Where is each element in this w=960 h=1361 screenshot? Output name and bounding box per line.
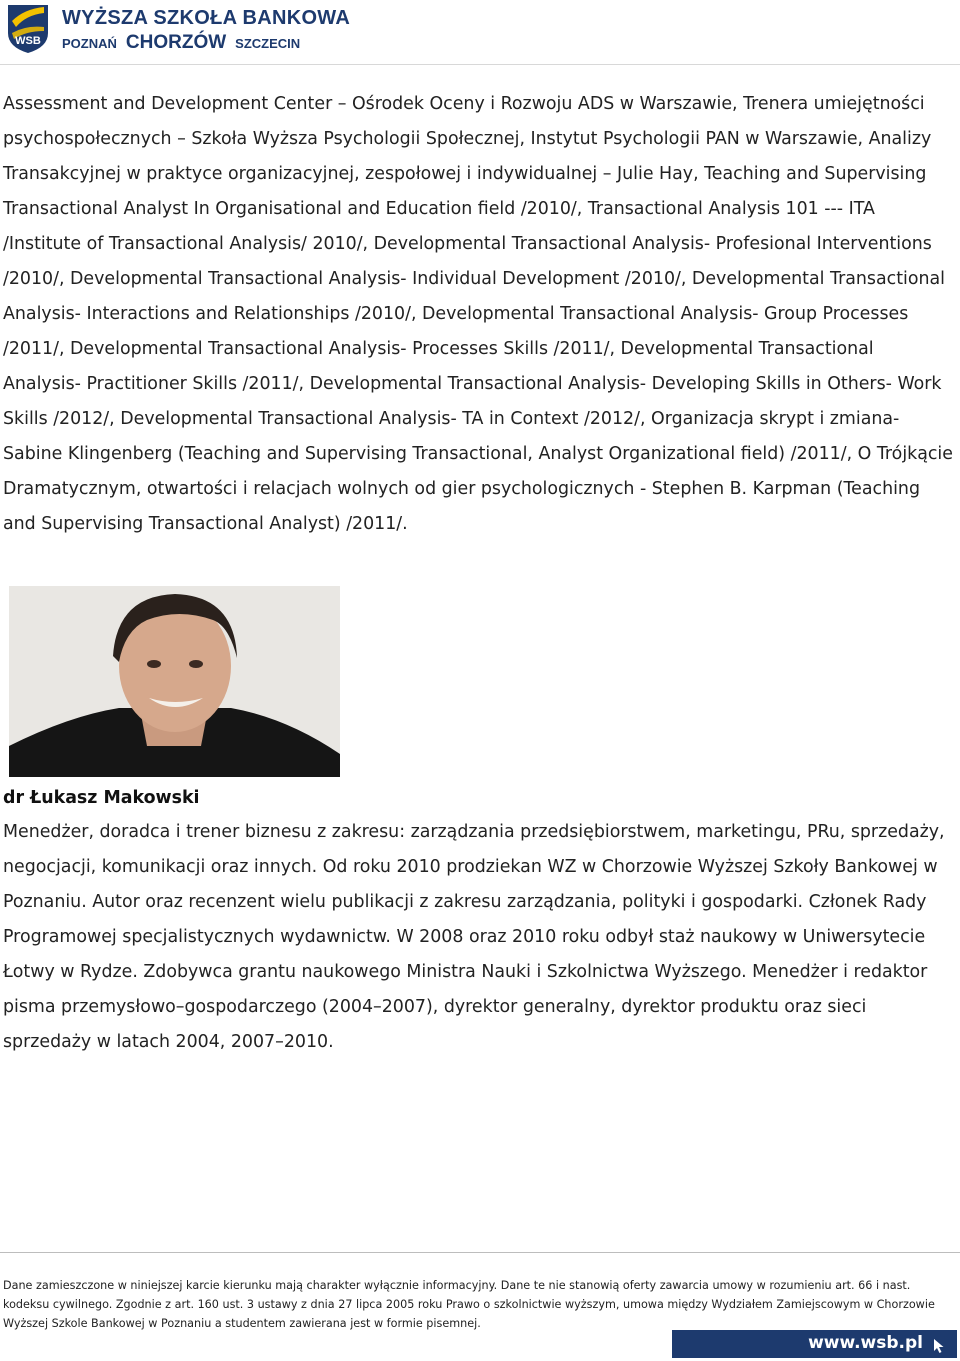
person-name: dr Łukasz Makowski <box>3 788 200 808</box>
website-url-link[interactable]: www.wsb.pl <box>808 1333 923 1353</box>
footer-disclaimer: Dane zamieszczone w niniejszej karcie kierunku mają charakter wyłącznie informacyjny. Dane te nie stanowią oferty zawarcia umowy w rozumieniu art. 66 i nast. kodeksu cywilnego. Zgodnie z art. 160 ust. 3 ustawy z dnia 27 lipca 2005 roku Prawo o szkolnictwie wyższym, umowa między Wydziałem Zamiejscowym w Chorzowie Wyższej Szkole Bankowej w Poznaniu a studentem zawierana jest w formie pisemnej. <box>3 1279 935 1330</box>
biography-paragraph: Menedżer, doradca i trener biznesu z zakresu: zarządzania przedsiębiorstwem, marketingu, PRu, sprzedaży, negocjacji, komunikacji oraz innych. Od roku 2010 prodziekan WZ w Chorzowie Wyższej Szkoły Bankowej w Poznaniu. Autor oraz recenzent wielu publikacji z zakresu zarządzania, polityki i gospodarki. Członek Rady Programowej specjalistycznych wydawnictw. W 2008 oraz 2010 roku odbył staż naukowy w Uniwersytecie Łotwy w Rydze. Zdobywca grantu naukowego Ministra Nauki i Szkolnictwa Wyższego. Menedżer i redaktor pisma przemysłowo–gospodarczego (2004–2007), dyrektor generalny, dyrektor produktu oraz sieci sprzedaży w latach 2004, 2007–2010. <box>3 822 945 1052</box>
footer-divider <box>0 1252 960 1253</box>
logo-badge-text: WSB <box>15 35 41 47</box>
city-poznan: POZNAŃ <box>62 36 117 51</box>
portrait-photo <box>9 586 340 777</box>
wsb-shield-logo-icon[interactable] <box>4 3 52 55</box>
city-chorzow: CHORZÓW <box>125 32 227 53</box>
qualifications-paragraph: Assessment and Development Center – Ośrodek Oceny i Rozwoju ADS w Warszawie, Trenera umiejętności psychospołecznych – Szkoła Wyższa Psychologii Społecznej, Instytut Psychologii PAN w Warszawie, Analizy Transakcyjnej w praktyce organizacyjnej, zespołowej i indywidualnej – Julie Hay, Teaching and Supervising Transactional Analyst In Organisational and Education field /2010/, Transactional Analysis 101 --- ITA /Institute of Transactional Analysis/ 2010/, Developmental Transactional Analysis- Profesional Interventions /2010/, Developmental Transactional Analysis- Individual Development /2010/, Developmental Transactional Analysis- Interactions and Relationships /2010/, Developmental Transactional Analysis- Group Processes /2011/, Developmental Transactional Analysis- Processes Skills /2011/, Developmental Transactional Analysis- Practitioner Skills /2011/, Developmental Transactional Analysis- Developing Skills in Others- Work Skills /2012/, Developmental Transactional Analysis- TA in Context /2012/, Organizacja skrypt i zmiana- Sabine Klingenberg (Teaching and Supervising Transactional, Analyst Organizational field) /2011/, O Trójkącie Dramatycznym, otwartości i relacjach wolnych od gier psychologicznych - Stephen B. Karpman (Teaching and Supervising Transactional Analyst) /2011/. <box>3 94 953 534</box>
logo-cities <box>62 32 300 54</box>
page-header <box>0 0 960 62</box>
mouse-pointer-icon <box>933 1338 945 1354</box>
header-divider <box>0 64 960 65</box>
website-url-bar[interactable] <box>672 1330 957 1358</box>
institution-name: WYŻSZA SZKOŁA BANKOWA <box>62 7 351 29</box>
city-szczecin: SZCZECIN <box>235 36 301 51</box>
